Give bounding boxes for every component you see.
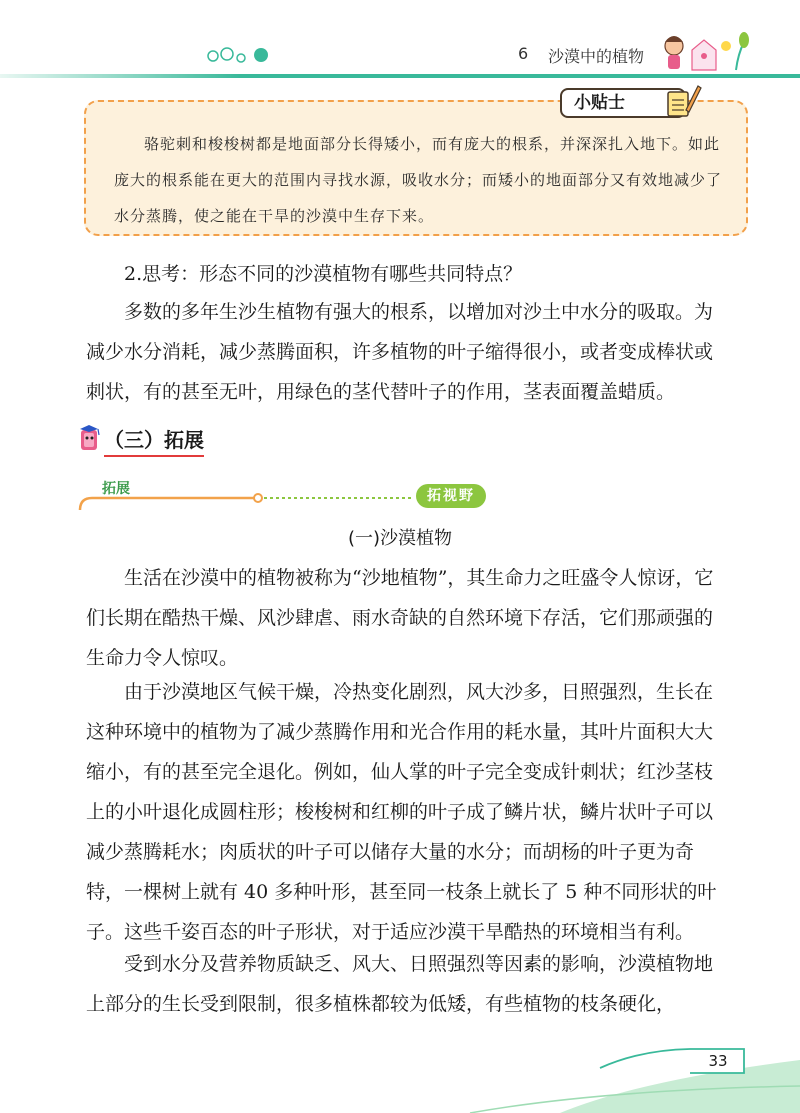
tip-badge-label: 小贴士	[574, 93, 625, 113]
extension-badge: 拓视野	[416, 484, 486, 508]
article-paragraph: 生活在沙漠中的植物被称为“沙地植物”，其生命力之旺盛令人惊讶，它们长期在酷热干燥、风沙肆虐、雨水奇缺的自然环境下存活，它们那顽强的生命力令人惊叹。	[86, 567, 714, 669]
chapter-title: 沙漠中的植物	[548, 47, 645, 66]
chapter-number: 6	[518, 44, 529, 63]
article-paragraph: 由于沙漠地区气候干燥，冷热变化剧烈，风大沙多，日照强烈，生长在这种环境中的植物为了减少蒸腾作用和光合作用的耗水量，其叶片面积大大缩小，有的甚至完全退化。例如，仙人掌的叶子完全变成针刺状；红沙茎枝上的小叶退化成圆柱形；梭梭树和红柳的叶子成了鳞片状，鳞片状叶子可以减少蒸腾耗水；肉质状的叶子可以储存大量的水分；而胡杨的叶子更为奇特，一棵树上就有 40 多种叶形，甚至同一枝条上就长了 5 种不同形状的叶子。这些千姿百态的叶子形状，对于适应沙漠干旱酷热的环境相当有利。	[86, 681, 717, 943]
decorative-circles-icon	[205, 44, 275, 66]
think-answer: 多数的多年生沙生植物有强大的根系，以增加对沙土中水分的吸取。为减少水分消耗，减少蒸腾面积，许多植物的叶子缩得很小，或者变成棒状或刺状，有的甚至无叶，用绿色的茎代替叶子的作用，茎表面覆盖蜡质。	[86, 301, 714, 403]
section-title: （三）拓展	[104, 424, 204, 457]
extension-divider	[78, 484, 418, 514]
think-question: 2.思考：形态不同的沙漠植物有哪些共同特点？	[124, 263, 523, 285]
book-mascot-icon	[76, 422, 104, 452]
tip-text: 骆驼刺和梭梭树都是地面部分长得矮小，而有庞大的根系，并深深扎入地下。如此庞大的根系能在更大的范围内寻找水源，吸收水分；而矮小的地面部分又有效地减少了水分蒸腾，使之能在干旱的沙漠中生存下来。	[114, 135, 723, 225]
extension-label: 拓展	[102, 481, 130, 497]
cartoon-characters-icon	[660, 26, 750, 76]
article-title: (一)沙漠植物	[347, 528, 453, 549]
tip-badge	[560, 88, 686, 118]
pencil-note-icon	[666, 80, 702, 120]
article-paragraph: 受到水分及营养物质缺乏、风大、日照强烈等因素的影响，沙漠植物地上部分的生长受到限制，很多植株都较为低矮，有些植物的枝条硬化，	[86, 953, 714, 1015]
footer-wave	[0, 1030, 800, 1113]
page-number: 33	[708, 1052, 728, 1070]
